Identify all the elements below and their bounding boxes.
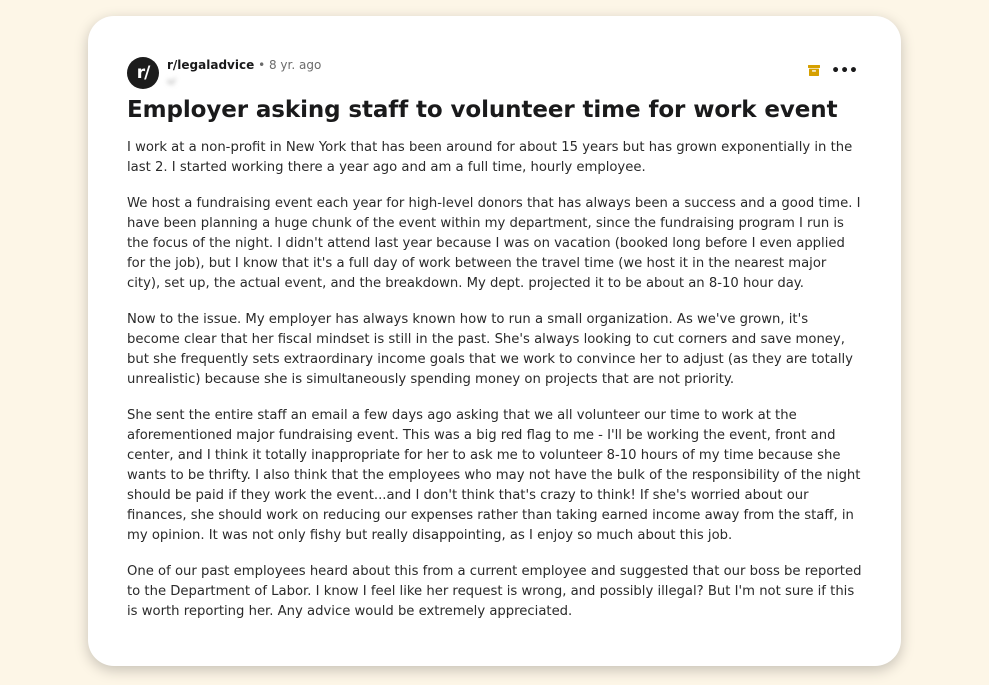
post-paragraph: Now to the issue. My employer has always known how to run a small organization. As we've grown, it's become clear that her fiscal mindset is still in the past. She's always looking to cut corners and save money, but she frequently sets extraordinary income goals that we work to convince her to adjust (as they are totally unrealistic) because she is simultaneously spending money on projects that are not priority. — [127, 312, 853, 387]
more-options-icon[interactable]: ••• — [831, 62, 858, 79]
archive-icon — [808, 65, 820, 76]
post-age: 8 yr. ago — [268, 58, 322, 72]
subreddit-avatar[interactable]: r/ — [127, 57, 159, 89]
meta-separator: • — [258, 58, 266, 72]
post-paragraph: She sent the entire staff an email a few days ago asking that we all volunteer our time to work at the aforementioned major fundraising event. This was a big red flag to me - I'll be working the event, front and center, and I think it totally inappropriate for her to ask me to volunteer 8-10 hours of my time because she wants to be thrifty. I also think that the employees who may not have the bulk of the responsibility of the night should be paid if they work the event...and I don't think that's crazy to think! If she's worried about our finances, she should work on reducing our expenses rather than taking earned income away from the staff, in my opinion. It was not only fishy but really disappointing, as I enjoy so much about this job. — [127, 408, 861, 543]
post-paragraph: I work at a non-profit in New York that has been around for about 15 years but has grown exponentially in the last 2. I started working there a year ago and am a full time, hourly employee. — [127, 140, 853, 175]
post-actions — [808, 62, 858, 79]
post-header — [127, 56, 862, 94]
post-paragraph: We host a fundraising event each year for high-level donors that has always been a success and a good time. I have been planning a huge chunk of the event within my department, since the fundraising program I run is the focus of the night. I didn't attend last year because I was on vacation (booked long before I even applied for the job), but I know that it's a full day of work between the travel time (we host it in the nearest major city), set up, the actual event, and the breakdown. My dept. projected it to be about an 8-10 hour day. — [127, 196, 861, 291]
post-title[interactable]: Employer asking staff to volunteer time for work event — [127, 97, 838, 123]
subreddit-link[interactable]: r/legaladvice — [167, 58, 255, 72]
post-paragraph: One of our past employees heard about this from a current employee and suggested that our boss be reported to the Department of Labor. I know I feel like her request is wrong, and possibly illegal? But I'm not sure if this is worth reporting her. Any advice would be extremely appreciated. — [127, 564, 862, 619]
post-meta — [167, 58, 321, 90]
post-card — [88, 16, 901, 666]
author-username[interactable]: u/ — [167, 77, 176, 87]
post-body — [127, 138, 862, 622]
